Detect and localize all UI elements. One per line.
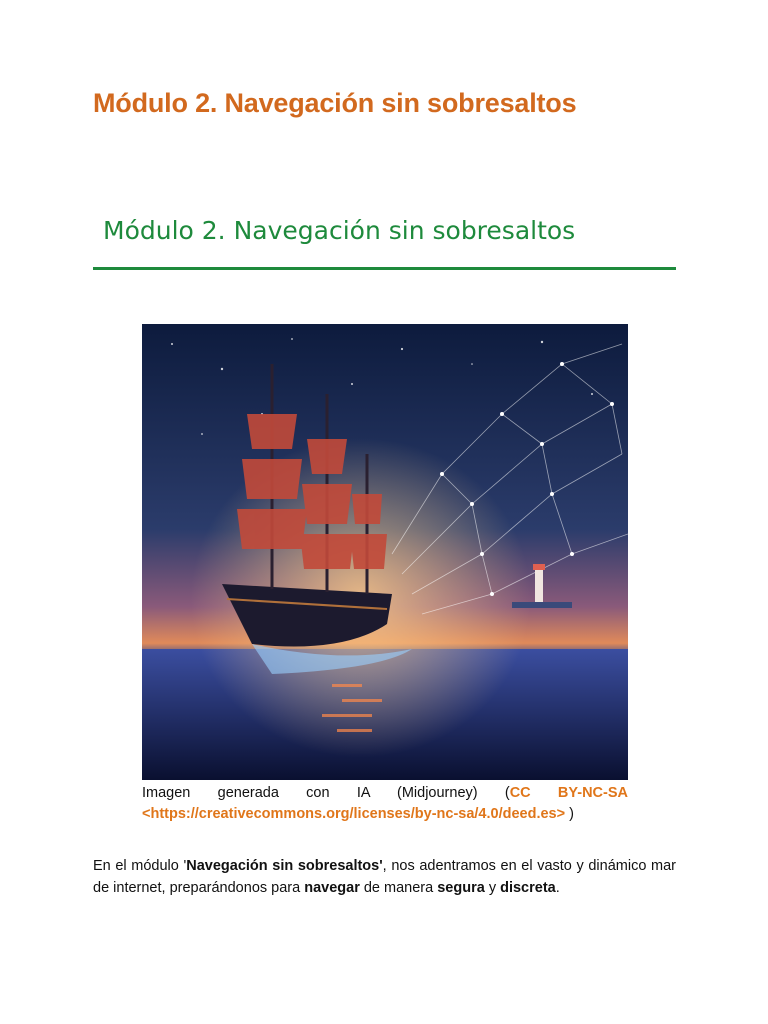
page-title: Módulo 2. Navegación sin sobresaltos bbox=[93, 88, 577, 118]
caption-suffix: ) bbox=[565, 806, 574, 822]
section-divider bbox=[93, 267, 676, 270]
intro-text-5: . bbox=[555, 880, 560, 896]
license-url-link[interactable]: <https://creativecommons.org/licenses/by-nc-sa/4.0/deed.es> bbox=[142, 806, 566, 822]
intro-bold-module: Navegación sin sobresaltos' bbox=[186, 858, 383, 874]
intro-bold-segura: segura bbox=[437, 880, 485, 896]
license-link[interactable]: CC BY-NC-SA bbox=[509, 785, 628, 801]
intro-bold-discreta: discreta bbox=[500, 880, 556, 896]
intro-paragraph bbox=[93, 855, 676, 899]
intro-bold-navegar: navegar bbox=[304, 880, 360, 896]
caption-prefix: Imagen generada con IA (Midjourney) ( bbox=[142, 785, 510, 801]
intro-text-2: , nos adentramos en el vasto y dinámico mar de internet, preparándonos para bbox=[93, 858, 676, 896]
ship-image bbox=[142, 324, 628, 780]
image-caption bbox=[142, 783, 628, 825]
section-title: Módulo 2. Navegación sin sobresaltos bbox=[103, 216, 576, 245]
intro-text-4: y bbox=[484, 880, 501, 896]
intro-text-1: En el módulo ' bbox=[93, 858, 187, 874]
intro-text-3: de manera bbox=[359, 880, 438, 896]
